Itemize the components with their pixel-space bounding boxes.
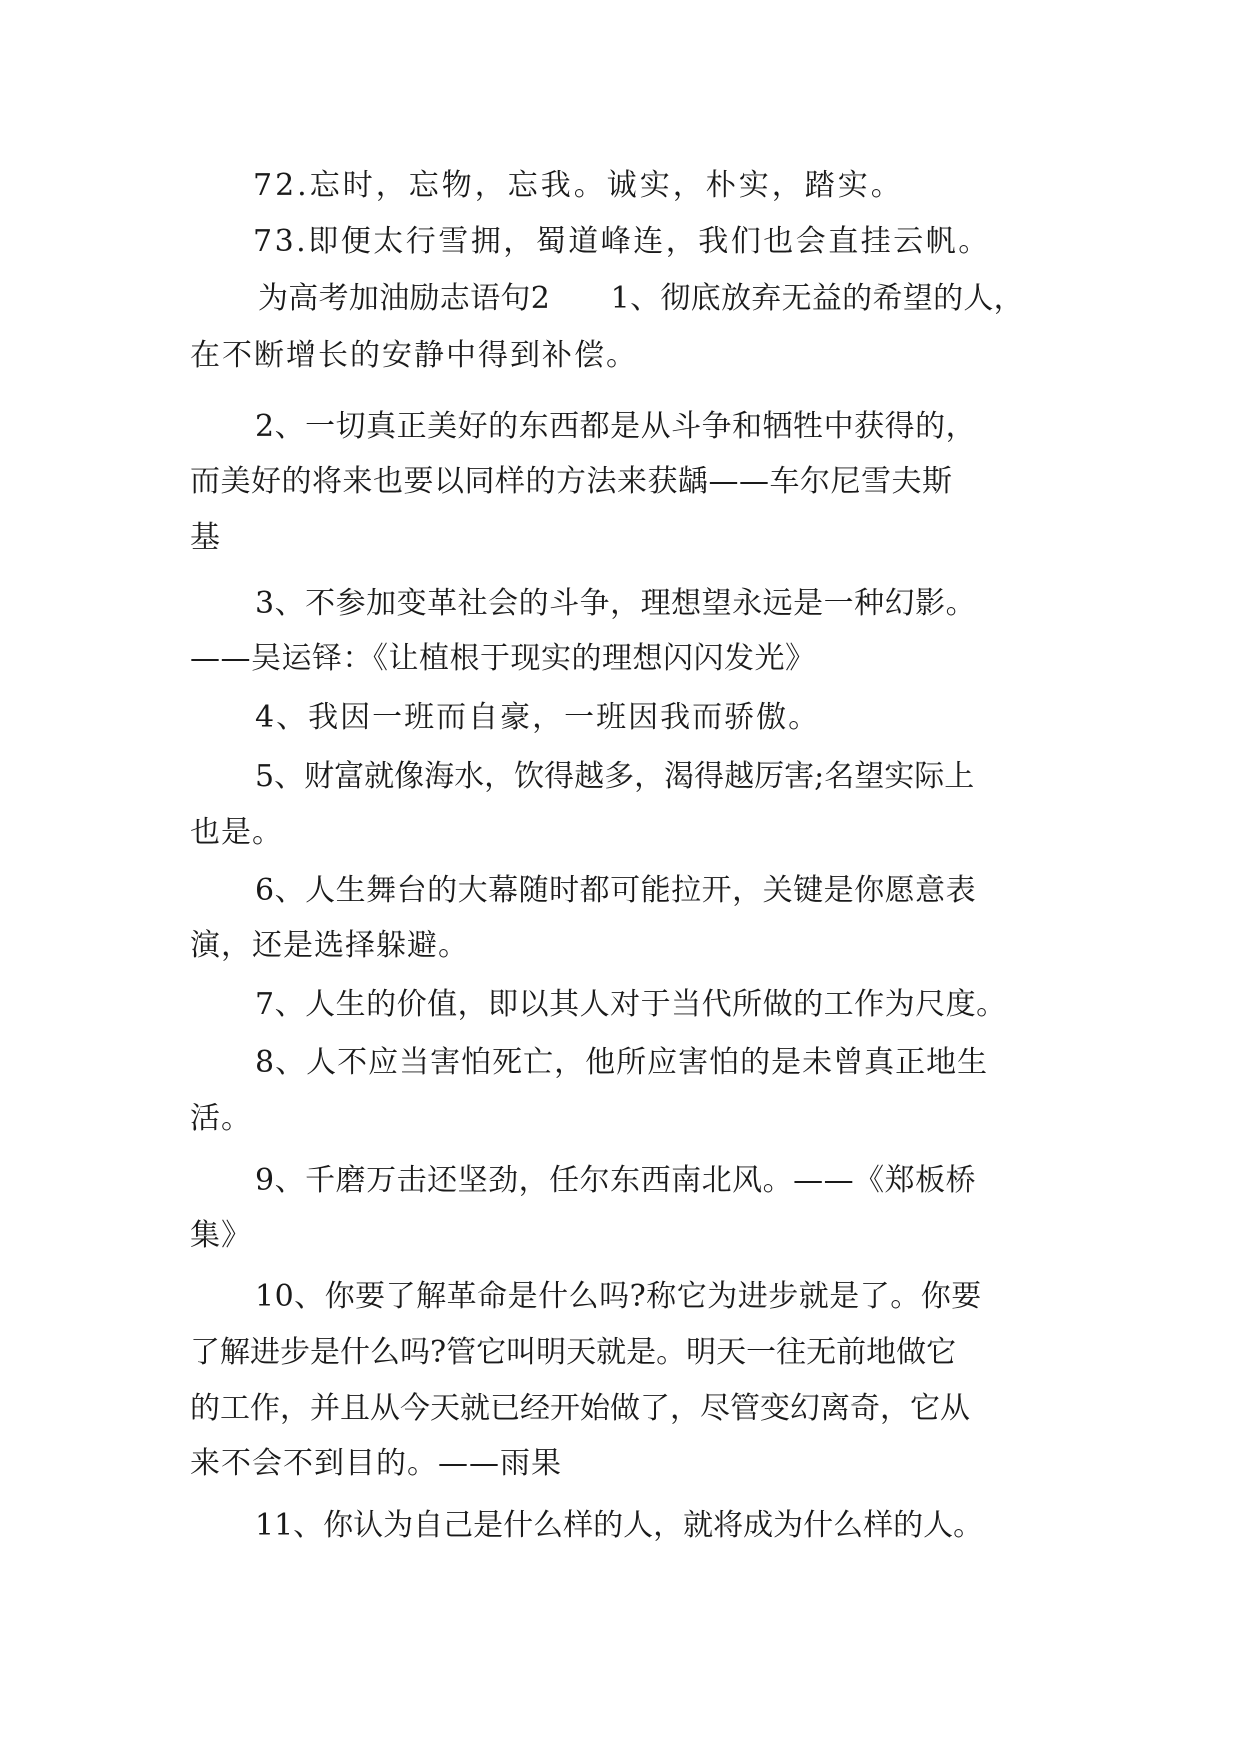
text-line: 的工作，并且从今天就已经开始做了，尽管变幻离奇，它从 [190,1391,970,1426]
text-line: 72.忘时，忘物，忘我。诚实，朴实，踏实。 [253,168,904,203]
text-line: 8、人不应当害怕死亡，他所应害怕的是未曾真正地生 [255,1045,989,1080]
text-line: 活。 [190,1101,252,1136]
text-line: 4、我因一班而自豪，一班因我而骄傲。 [255,700,821,735]
text-line: 而美好的将来也要以同样的方法来获龋——车尔尼雪夫斯 [190,464,953,499]
text-line: 在不断增长的安静中得到补偿。 [190,338,638,373]
text-line: 5、财富就像海水，饮得越多，渴得越厉害;名望实际上 [255,759,975,794]
text-line: 了解进步是什么吗?管它叫明天就是。明天一往无前地做它 [190,1335,957,1370]
text-line: 3、不参加变革社会的斗争，理想望永远是一种幻影。 [255,586,977,621]
text-line: ——吴运铎：《让植根于现实的理想闪闪发光》 [190,641,816,676]
text-line: 10、你要了解革命是什么吗?称它为进步就是了。你要 [255,1279,982,1314]
text-line: 6、人生舞台的大幕随时都可能拉开，关键是你愿意表 [255,873,977,908]
text-line: 2、一切真正美好的东西都是从斗争和牺牲中获得的， [255,409,977,444]
text-line: 演，还是选择躲避。 [190,928,469,963]
text-line: 9、千磨万击还坚劲，任尔东西南北风。——《郑板桥 [255,1163,977,1198]
text-line: 7、人生的价值，即以其人对于当代所做的工作为尺度。 [255,987,1007,1022]
text-line: 11、你认为自己是什么样的人，就将成为什么样的人。 [255,1508,984,1543]
text-line: 集》 [190,1218,252,1253]
text-line: 也是。 [190,815,283,850]
text-line: 为高考加油励志语句2 1、彻底放弃无益的希望的人， [258,281,1024,316]
text-line: 73.即便太行雪拥，蜀道峰连，我们也会直挂云帆。 [253,224,991,259]
text-line: 来不会不到目的。——雨果 [190,1446,562,1481]
text-line: 基 [190,520,221,555]
